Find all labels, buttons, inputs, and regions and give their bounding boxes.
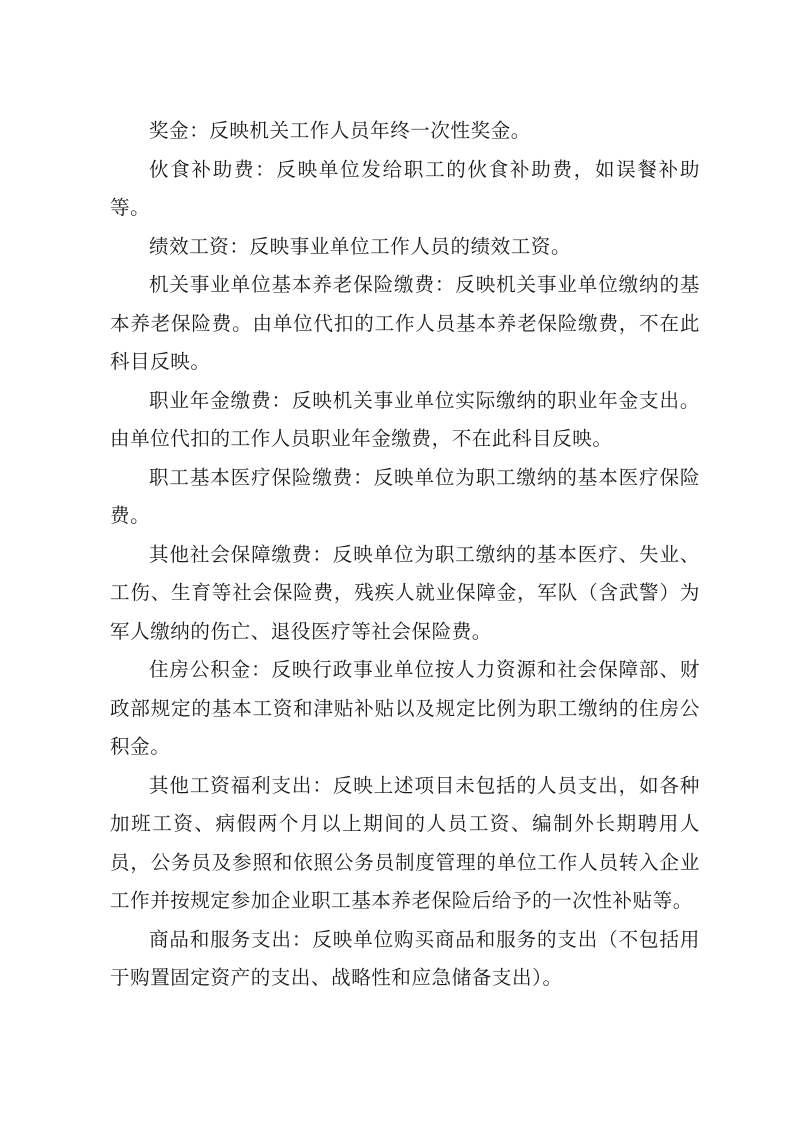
paragraph-other-social-security: 其他社会保障缴费：反映单位为职工缴纳的基本医疗、失业、工伤、生育等社会保险费，残疾人就业保障金，军队（含武警）为军人缴纳的伤亡、退役医疗等社会保险费。: [110, 542, 700, 643]
paragraph-goods-services: 商品和服务支出：反映单位购买商品和服务的支出（不包括用于购置固定资产的支出、战略性和应急储备支出）。: [110, 927, 700, 989]
document-body: [110, 112, 700, 998]
paragraph-occupational-annuity: 职业年金缴费：反映机关事业单位实际缴纳的职业年金支出。由单位代扣的工作人员职业年金缴费，不在此科目反映。: [110, 388, 700, 450]
paragraph-pension-insurance: 机关事业单位基本养老保险缴费：反映机关事业单位缴纳的基本养老保险费。由单位代扣的工作人员基本养老保险缴费，不在此科目反映。: [110, 273, 700, 373]
paragraph-performance-pay: 绩效工资：反映事业单位工作人员的绩效工资。: [149, 234, 572, 258]
paragraph-housing-fund: 住房公积金：反映行政事业单位按人力资源和社会保障部、财政部规定的基本工资和津贴补贴以及规定比例为职工缴纳的住房公积金。: [110, 658, 700, 758]
paragraph-bonus: 奖金：反映机关工作人员年终一次性奖金。: [149, 119, 531, 142]
paragraph-meal-allowance: 伙食补助费：反映单位发给职工的伙食补助费，如误餐补助等。: [110, 157, 700, 219]
paragraph-other-welfare: 其他工资福利支出：反映上述项目未包括的人员支出，如各种加班工资、病假两个月以上期间的人员工资、编制外长期聘用人员，公务员及参照和依照公务员制度管理的单位工作人员转入企业工作并按规定参加企业职工基本养老保险后给予的一次性补贴等。: [110, 773, 700, 912]
paragraph-medical-insurance: 职工基本医疗保险缴费：反映单位为职工缴纳的基本医疗保险费。: [110, 465, 700, 527]
